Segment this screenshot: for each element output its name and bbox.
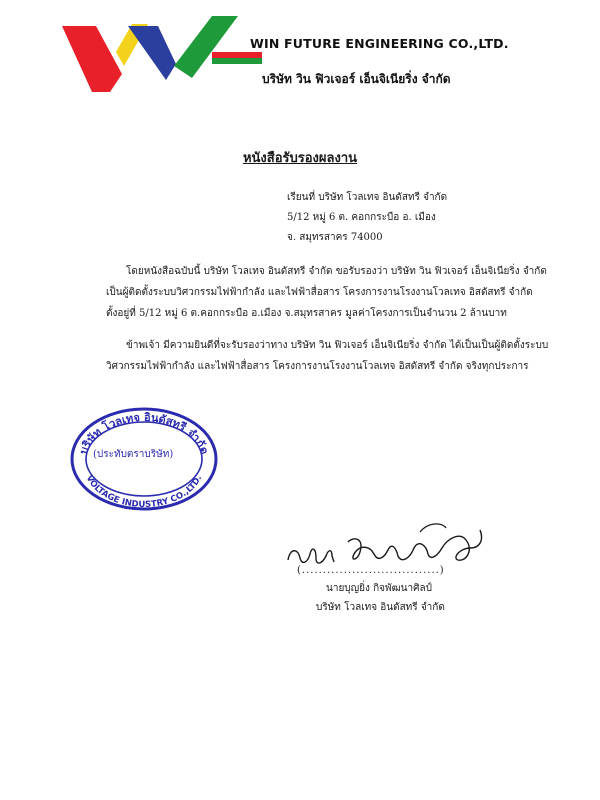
signature-dotted-line: (.................................) [297, 565, 445, 576]
company-name-en: WIN FUTURE ENGINEERING CO.,LTD. [250, 36, 509, 51]
logo-green-rule [212, 58, 262, 64]
seal-inner-text: (ประทับตราบริษัท) [93, 449, 174, 460]
addressee-line: เรียนที่ บริษัท โวลเทจ อินดัสทรี จำกัด [287, 192, 448, 203]
document-title: หนังสือรับรองผลงาน [242, 151, 358, 166]
signer-name: นายบุญยิ่ง กิจพัฒนาศิลป์ [326, 583, 432, 594]
paragraph1-line: ตั้งอยู่ที่ 5/12 หมู่ 6 ต.คอกกระบือ อ.เมือง จ.สมุทรสาคร มูลค่าโครงการเป็นจำนวน 2 ล้านบาท [106, 308, 507, 319]
company-name-th: บริษัท วิน ฟิวเจอร์ เอ็นจิเนียริ่ง จำกัด [262, 72, 451, 86]
paragraph1-line: เป็นผู้ติดตั้งระบบวิศวกรรมไฟฟ้ากำลัง และไฟฟ้าสื่อสาร โครงการงานโรงงานโวลเทจ อิสดัสทรี จำกัด [106, 287, 533, 298]
svg-text:VOLTAGE INDUSTRY CO.,LTD. [84, 474, 205, 510]
paragraph2-line: ข้าพเจ้า มีความยินดีที่จะรับรองว่าทาง บริษัท วิน ฟิวเจอร์ เอ็นจิเนียริ่ง จำกัด ได้เป็นเป็นผู้ติดตั้งระบบ [126, 340, 549, 351]
paragraph2-line: วิศวกรรมไฟฟ้ากำลัง และไฟฟ้าสื่อสาร โครงการงานโรงงานโวลเทจ อิสดัสทรี จำกัด จริงทุกประการ [106, 361, 529, 372]
paragraph1-line: โดยหนังสือฉบับนี้ บริษัท โวลเทจ อินดัสทรี จำกัด ขอรับรองว่า บริษัท วิน ฟิวเจอร์ เอ็นจิเนียริ่ง จำกัด [126, 266, 547, 277]
seal-top-text: บริษัท โวลเทจ อินดัสทรี จำกัด [76, 410, 212, 457]
signer-company: บริษัท โวลเทจ อินดัสทรี จำกัด [316, 602, 445, 613]
addressee-line: 5/12 หมู่ 6 ต. คอกกระบือ อ. เมือง [287, 212, 436, 223]
logo-red-stroke [62, 26, 122, 92]
addressee-line: จ. สมุทรสาคร 74000 [287, 232, 383, 243]
logo-blue-stroke [128, 26, 176, 80]
logo-green-stroke [174, 16, 238, 78]
company-logo [62, 14, 262, 92]
logo-red-rule [212, 52, 262, 58]
seal-bottom-text: VOLTAGE INDUSTRY CO.,LTD. [83, 473, 205, 511]
